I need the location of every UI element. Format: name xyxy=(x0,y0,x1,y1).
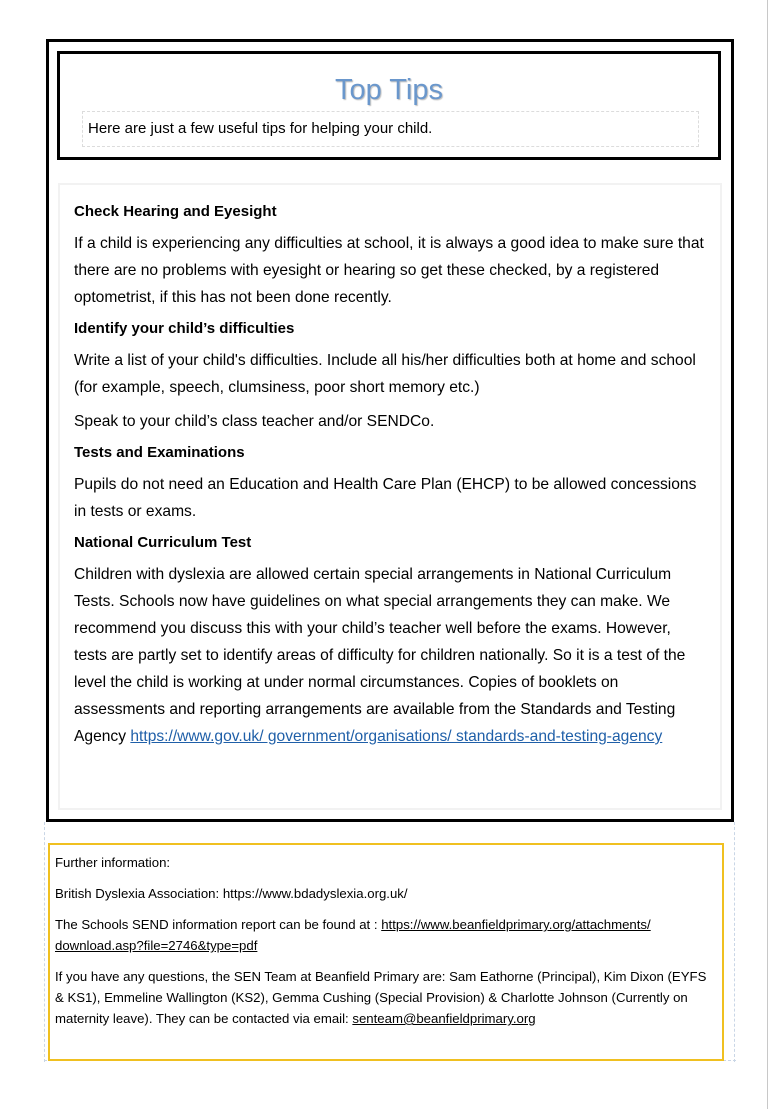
further-info-box xyxy=(48,843,724,1061)
heading-hearing: Check Hearing and Eyesight xyxy=(74,203,277,220)
text-tests: Pupils do not need an Education and Health Care Plan (EHCP) to be allowed concessions in tests or exams. xyxy=(74,476,697,520)
text-difficulties-list: Write a list of your child's difficulties. Include all his/her difficulties both at home and school (for example, speech, clumsiness, poor short memory etc.) xyxy=(74,352,696,396)
guide-line-right xyxy=(734,822,735,1062)
info-heading: Further information: xyxy=(55,855,171,870)
info-send-text: The Schools SEND information report can be found at : xyxy=(55,917,382,932)
info-bda: British Dyslexia Association: https://www.bdadyslexia.org.uk/ xyxy=(55,886,408,901)
info-team xyxy=(55,966,714,1029)
heading-tests: Tests and Examinations xyxy=(74,444,245,461)
heading-difficulties: Identify your child’s difficulties xyxy=(74,320,295,337)
sta-link[interactable]: https://www.gov.uk/ government/organisations/ standards-and-testing-agency xyxy=(130,728,663,745)
email-link[interactable]: senteam@beanfieldprimary.org xyxy=(352,1011,536,1026)
info-team-text: If you have any questions, the SEN Team at Beanfield Primary are: Sam Eathorne (Principal), Kim Dixon (EYFS & KS1), Emmeline Wallington (KS2), Gemma Cushing (Special Provision) & Charlotte Johnson (Currently on maternity leave). They can be contacted via email: xyxy=(55,969,707,1026)
text-curriculum-body: Children with dyslexia are allowed certain special arrangements in National Curriculum Tests. Schools now have guidelines on what special arrangements they can make. We recommend you discuss this with your child’s teacher well before the exams. However, tests are partly set to identify areas of difficulty for children nationally. So it is a test of the level the child is working at under normal circumstances. Copies of booklets on assessments and reporting arrangements are available from the Standards and Testing Agency xyxy=(74,566,686,745)
text-hearing: If a child is experiencing any difficulties at school, it is always a good idea to make sure that there are no problems with eyesight or hearing so get these checked, by a registered optometrist, if this has not been done recently. xyxy=(74,235,704,306)
text-difficulties-speak: Speak to your child’s class teacher and/or SENDCo. xyxy=(74,413,435,430)
tips-content xyxy=(60,185,720,808)
page-title: Top Tips xyxy=(335,74,443,106)
text-curriculum xyxy=(74,561,708,750)
page-edge xyxy=(767,0,768,1109)
heading-curriculum: National Curriculum Test xyxy=(74,534,252,551)
intro-text: Here are just a few useful tips for helping your child. xyxy=(82,111,699,147)
tips-panel xyxy=(58,183,722,810)
title-box xyxy=(57,51,721,160)
info-send xyxy=(55,914,714,956)
tips-frame xyxy=(46,39,734,822)
guide-line-left xyxy=(44,822,45,1062)
send-report-link[interactable]: https://www.beanfieldprimary.org/attachments/ download.asp?file=2746&type=pdf xyxy=(55,917,651,953)
